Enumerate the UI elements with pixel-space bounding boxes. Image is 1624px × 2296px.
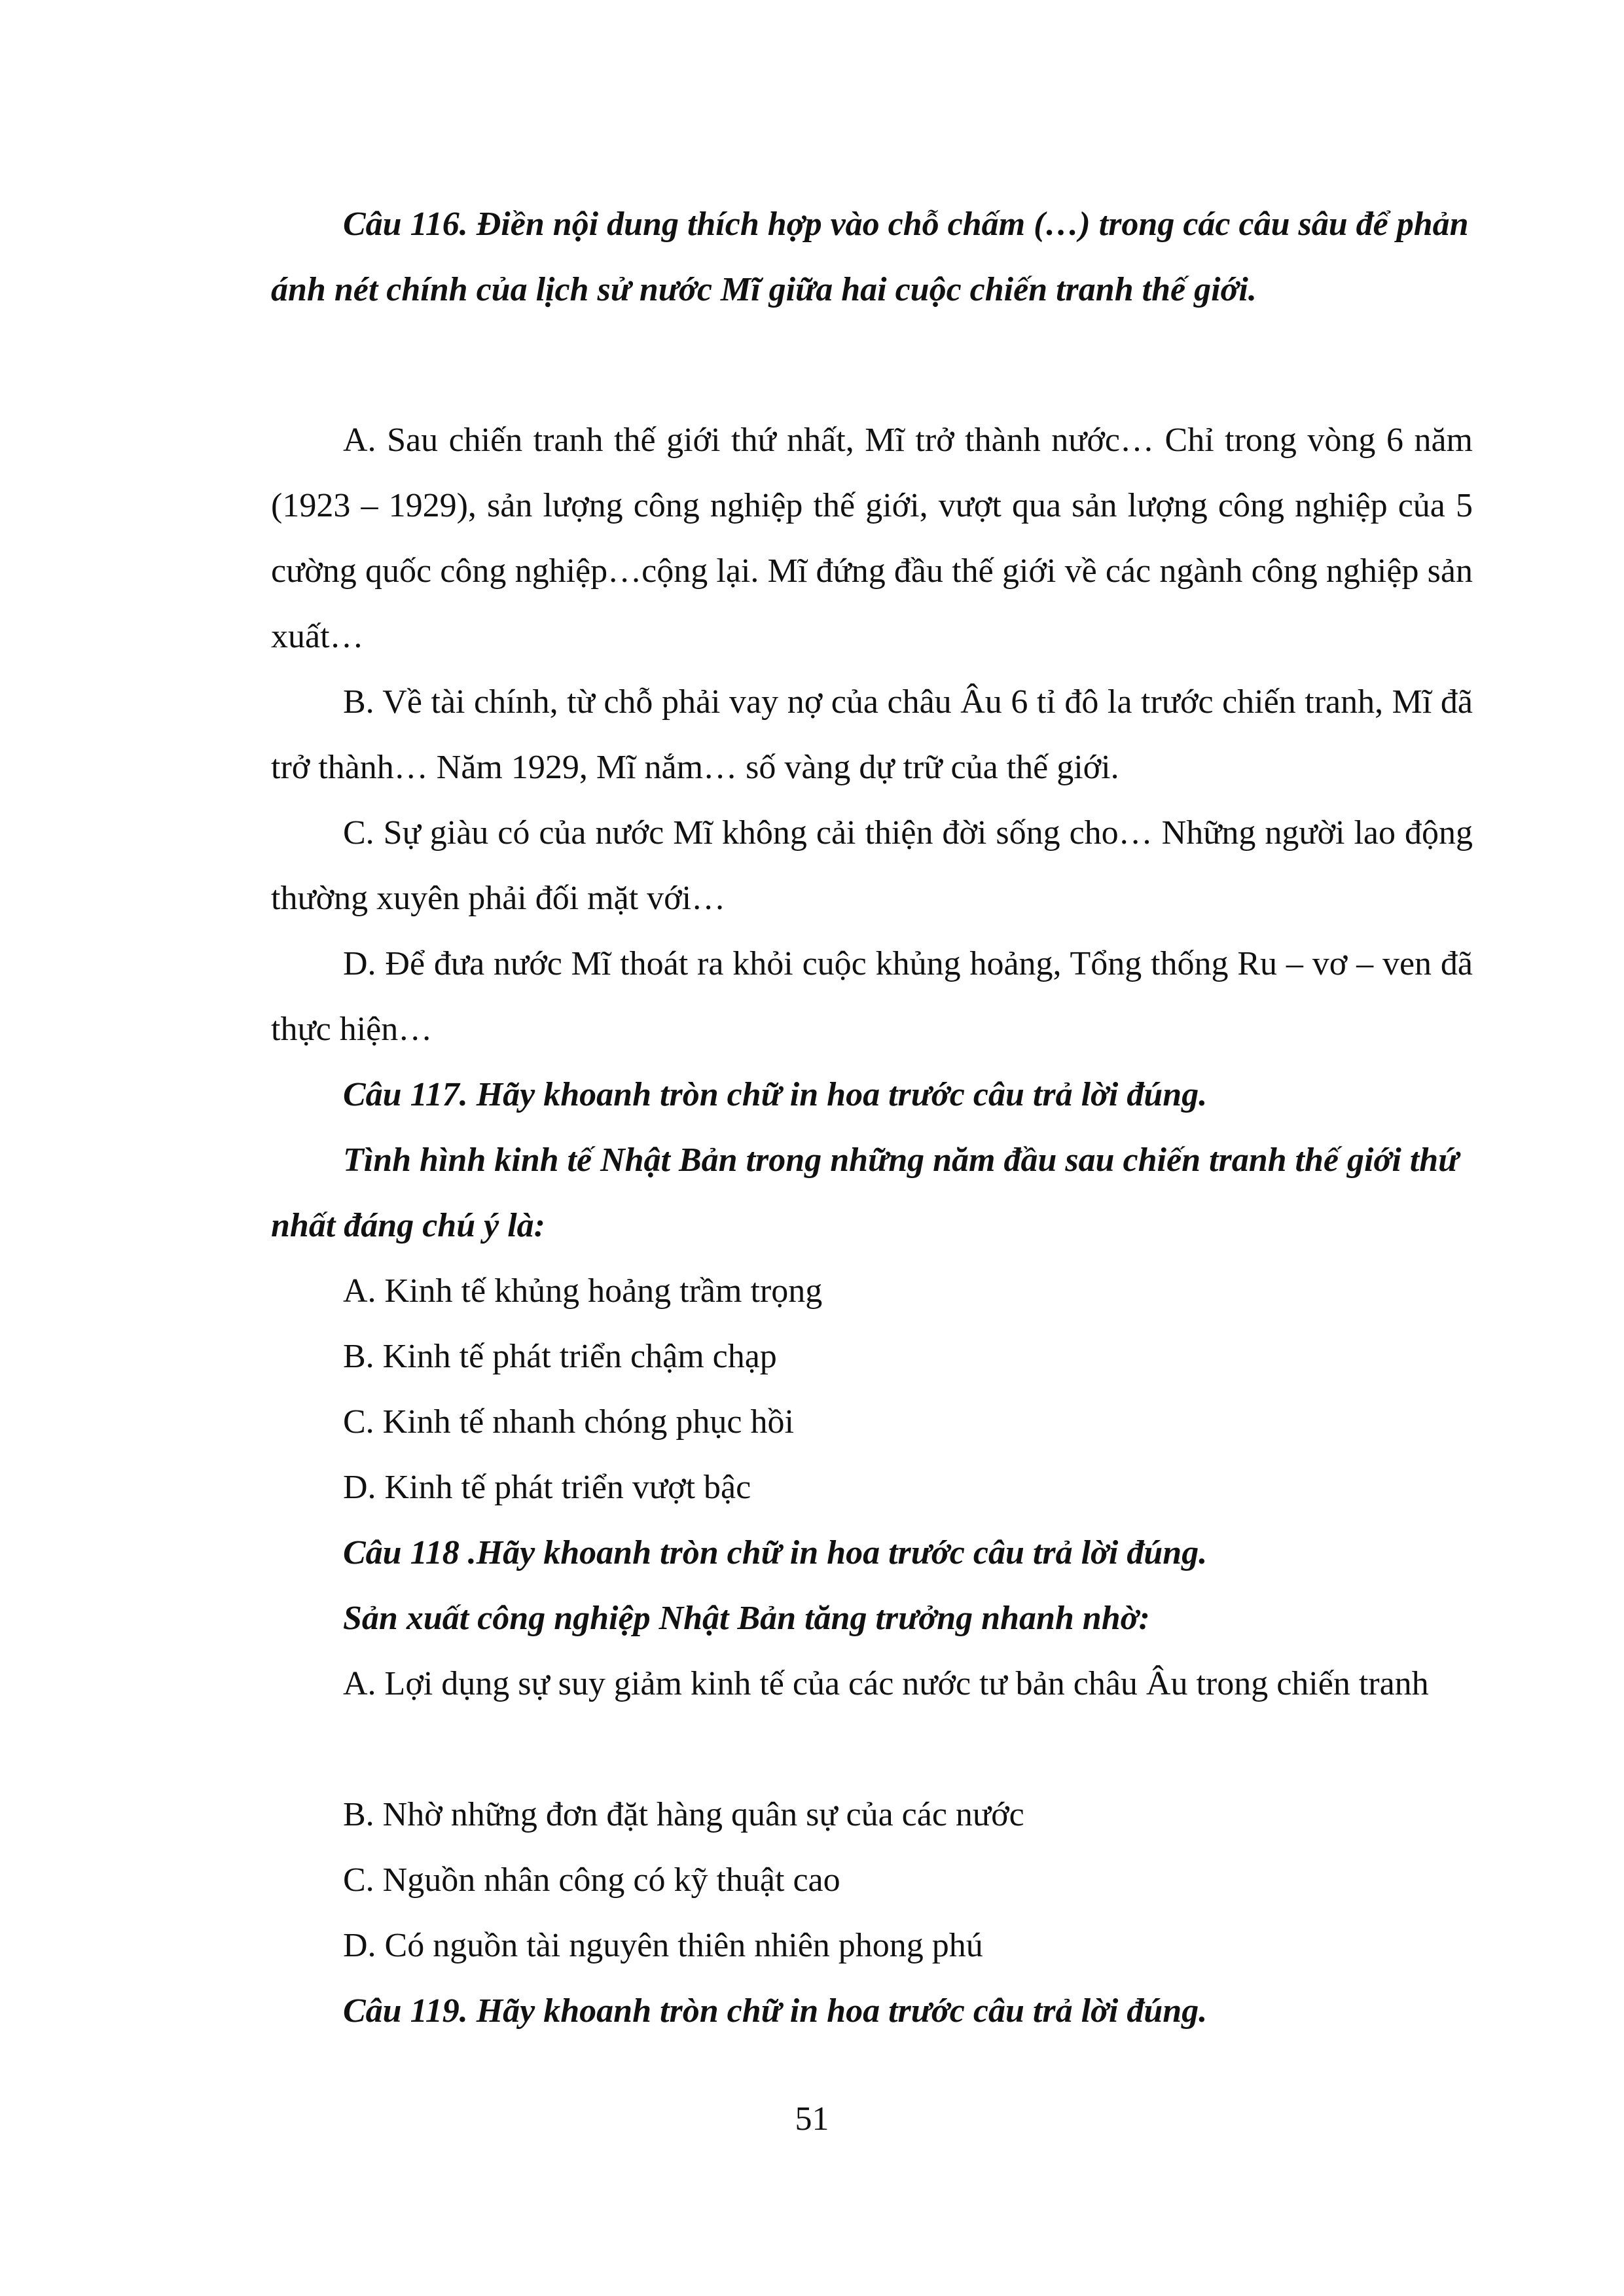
question-118-stem: Sản xuất công nghiệp Nhật Bản tăng trưởng nhanh nhờ:	[343, 1600, 1150, 1637]
question-118-option-d: D. Có nguồn tài nguyên thiên nhiên phong phú	[343, 1927, 983, 1964]
question-118-heading: Câu 118 .Hãy khoanh tròn chữ in hoa trước câu trả lời đúng.	[343, 1534, 1208, 1571]
question-116-paragraph-c: C. Sự giàu có của nước Mĩ không cải thiện đời sống cho… Những người lao động thường xuyên phải đối mặt với…	[271, 814, 1473, 917]
question-117-stem: Tình hình kinh tế Nhật Bản trong những năm đầu sau chiến tranh thế giới thứ nhất đáng chú ý là:	[271, 1141, 1459, 1244]
question-119-heading: Câu 119. Hãy khoanh tròn chữ in hoa trước câu trả lời đúng.	[343, 1992, 1208, 2030]
question-117-heading: Câu 117. Hãy khoanh tròn chữ in hoa trước câu trả lời đúng.	[343, 1076, 1208, 1113]
question-117-option-a: A. Kinh tế khủng hoảng trầm trọng	[343, 1272, 823, 1310]
question-117-option-c: C. Kinh tế nhanh chóng phục hồi	[343, 1403, 794, 1441]
question-116-paragraph-d: D. Để đưa nước Mĩ thoát ra khỏi cuộc khủng hoảng, Tổng thống Ru – vơ – ven đã thực hiện…	[271, 945, 1473, 1048]
question-117-option-d: D. Kinh tế phát triển vượt bậc	[343, 1469, 751, 1506]
question-118-option-b: B. Nhờ những đơn đặt hàng quân sự của các nước	[343, 1796, 1024, 1833]
question-116-paragraph-b: B. Về tài chính, từ chỗ phải vay nợ của châu Âu 6 tỉ đô la trước chiến tranh, Mĩ đã trở thành… Năm 1929, Mĩ nắm… số vàng dự trữ của thế giới.	[271, 683, 1473, 786]
question-116-heading: Câu 116. Điền nội dung thích hợp vào chỗ chấm (…) trong các câu sâu để phản ánh nét chính của lịch sử nước Mĩ giữa hai cuộc chiến tranh thế giới.	[271, 206, 1469, 308]
question-117-option-b: B. Kinh tế phát triển chậm chạp	[343, 1338, 777, 1375]
page-number: 51	[795, 2100, 829, 2138]
question-118-option-c: C. Nguồn nhân công có kỹ thuật cao	[343, 1861, 840, 1899]
question-116-paragraph-a: A. Sau chiến tranh thế giới thứ nhất, Mĩ trở thành nước… Chỉ trong vòng 6 năm (1923 – 1929), sản lượng công nghiệp thế giới, vượt qua sản lượng công nghiệp của 5 cường quốc công nghiệp…cộng lại. Mĩ đứng đầu thế giới về các ngành công nghiệp sản xuất…	[271, 422, 1473, 655]
question-118-option-a: A. Lợi dụng sự suy giảm kinh tế của các nước tư bản châu Âu trong chiến tranh	[343, 1665, 1429, 1702]
